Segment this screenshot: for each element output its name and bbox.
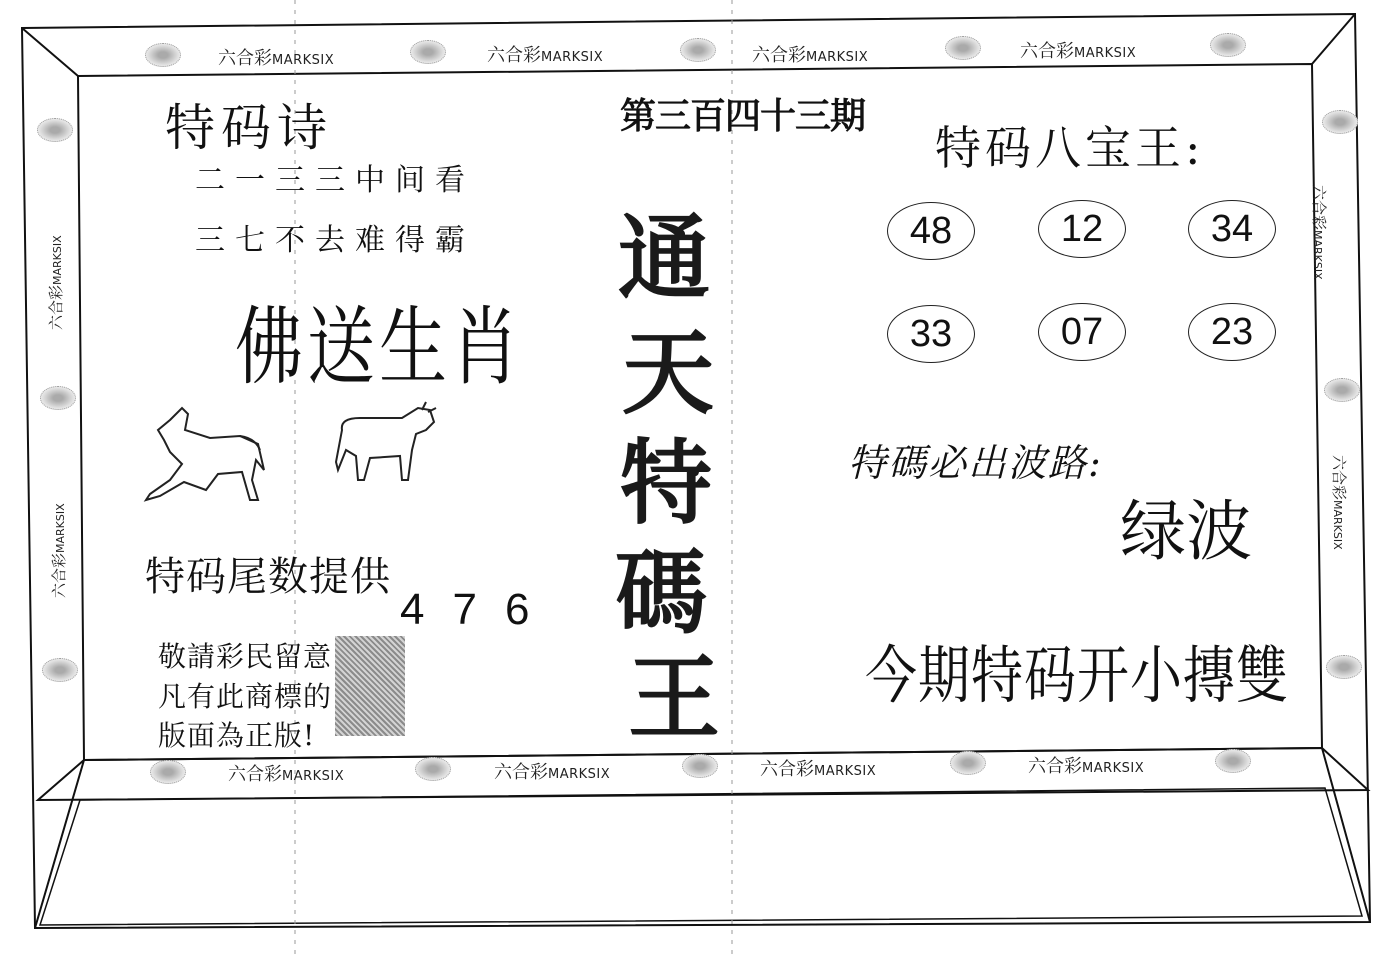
wave-color-title: 特碼必出波路: xyxy=(848,441,1103,485)
seal-icon xyxy=(37,118,73,142)
lucky-number-ball: 34 xyxy=(1188,200,1276,258)
seal-icon xyxy=(150,760,186,784)
zodiac-title: 佛送生肖 xyxy=(235,298,524,398)
notice-line-3: 版面為正版! xyxy=(158,719,316,752)
watermark-bottom-2: 六合彩MARKSIX xyxy=(494,762,611,783)
lucky-number-ball: 33 xyxy=(887,305,975,363)
watermark-top-3: 六合彩MARKSIX xyxy=(752,45,869,66)
watermark-bottom-1: 六合彩MARKSIX xyxy=(228,764,345,785)
seal-icon xyxy=(410,40,446,64)
lucky-number-ball: 07 xyxy=(1038,303,1126,361)
seal-icon xyxy=(1210,33,1246,57)
prediction-line: 今期特码开小摶雙 xyxy=(865,640,1290,713)
notice-line-1: 敬請彩民留意 xyxy=(158,640,333,673)
tail-number-value: 476 xyxy=(400,585,558,634)
watermark-top-2: 六合彩MARKSIX xyxy=(487,45,604,66)
seal-icon xyxy=(1215,749,1251,773)
vertical-title-char-3: 特 xyxy=(620,429,713,537)
seal-icon xyxy=(1324,378,1360,402)
wave-color-value: 绿波 xyxy=(1120,493,1252,570)
watermark-top-4: 六合彩MARKSIX xyxy=(1020,41,1137,62)
watermark-top-1: 六合彩MARKSIX xyxy=(218,48,335,69)
seal-icon xyxy=(945,36,981,60)
vertical-title-char-4: 碼 xyxy=(615,539,708,647)
seal-icon xyxy=(145,43,181,67)
poem-line-2: 三七不去难得霸 xyxy=(195,223,475,258)
vertical-title-char-2: 天 xyxy=(622,319,715,427)
watermark-left-2: 六合彩MARKSIX xyxy=(50,503,68,598)
issue-number: 第三百四十三期 xyxy=(620,96,866,137)
seal-icon xyxy=(682,754,718,778)
watermark-bottom-4: 六合彩MARKSIX xyxy=(1028,756,1145,777)
vertical-title-char-5: 王 xyxy=(628,644,721,752)
trademark-stamp-icon xyxy=(335,636,405,736)
lucky-number-ball: 12 xyxy=(1038,200,1126,258)
seal-icon xyxy=(42,658,78,682)
horse-icon xyxy=(140,400,270,505)
lucky-number-ball: 23 xyxy=(1188,303,1276,361)
vertical-title-char-1: 通 xyxy=(618,204,711,312)
seal-icon xyxy=(40,386,76,410)
lucky-numbers-title: 特码八宝王: xyxy=(935,121,1205,175)
seal-icon xyxy=(1322,110,1358,134)
seal-icon xyxy=(1326,655,1362,679)
ox-icon xyxy=(330,400,440,485)
seal-icon xyxy=(415,757,451,781)
seal-icon xyxy=(680,38,716,62)
watermark-left-1: 六合彩MARKSIX xyxy=(47,235,65,330)
watermark-bottom-3: 六合彩MARKSIX xyxy=(760,759,877,780)
poem-title: 特码诗 xyxy=(165,99,333,157)
watermark-right-1: 六合彩MARKSIX xyxy=(1310,185,1328,280)
lucky-number-ball: 48 xyxy=(887,202,975,260)
notice-line-2: 凡有此商標的 xyxy=(158,680,333,713)
seal-icon xyxy=(950,751,986,775)
watermark-right-2: 六合彩MARKSIX xyxy=(1330,455,1348,550)
tail-number-title: 特码尾数提供 xyxy=(145,554,391,600)
poem-line-1: 二一三三中间看 xyxy=(195,163,475,198)
